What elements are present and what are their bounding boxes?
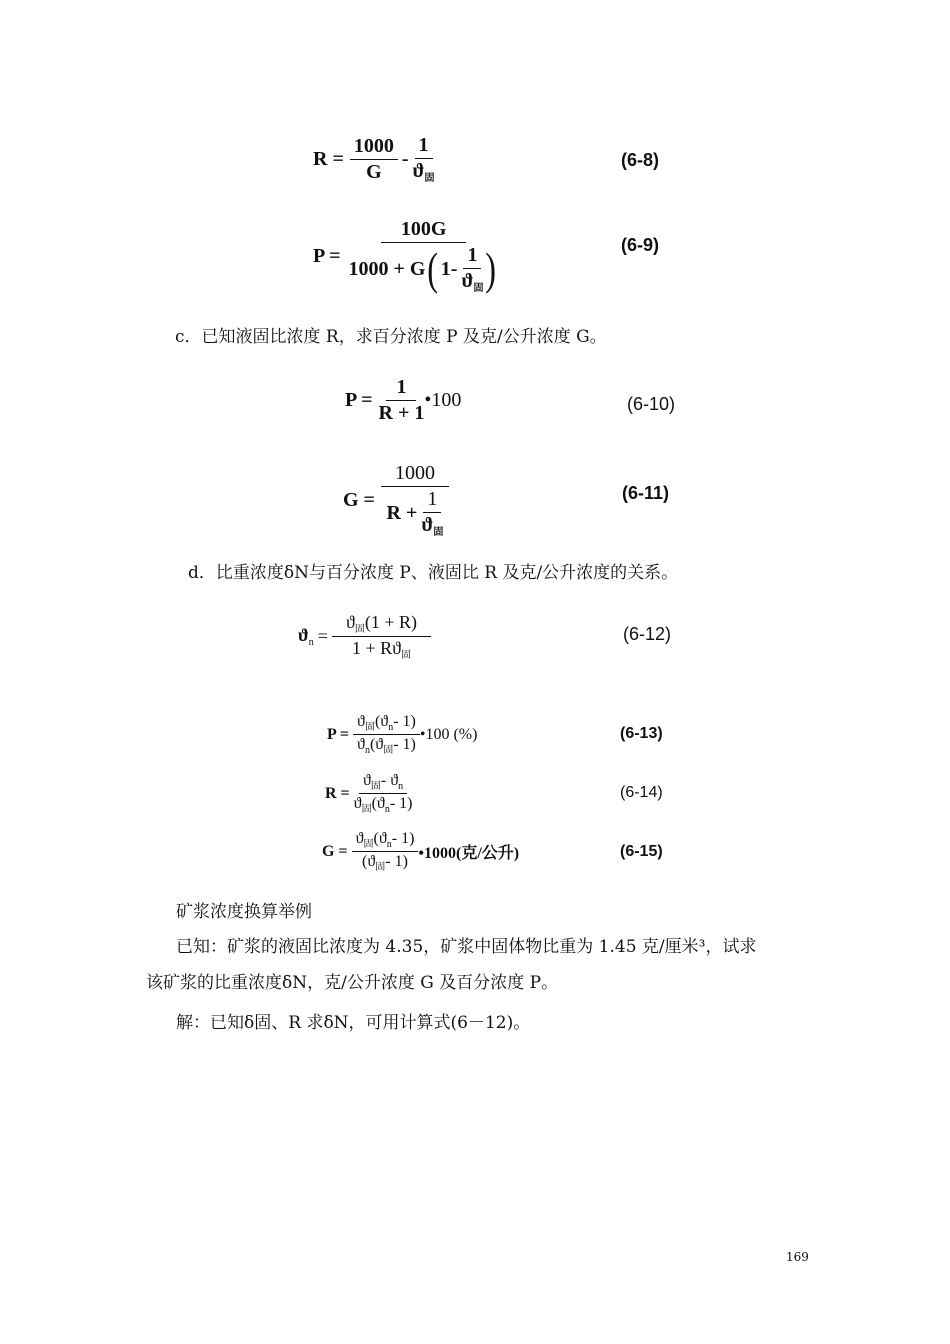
eq-6-12-number: (6-12) (623, 624, 672, 644)
paragraph-solution: 解：已知δ固、R 求δN，可用计算式(6－12)。 (176, 1013, 531, 1033)
equation-6-11: G = 1000 R + $\frac{1}{ϑ_固}$ (343, 462, 449, 538)
equation-6-12: $ϑ_n$ = $\frac{ϑ_固(1 + R)}{1 + Rϑ_固}$ (298, 612, 431, 661)
equation-6-14: R = $\frac{ϑ_固- ϑ_n}{ϑ_固(ϑ_n- 1)}$ (325, 772, 413, 815)
eq-6-8-fraction-1: $\frac{1000}{G}$ (350, 135, 398, 184)
equation-6-9: P = 100G 1000 + G ( 1- $\frac{1}{ϑ_固}$ ) (313, 218, 499, 294)
eq-6-8-fraction-2: $\frac{1}{ϑ_固}$ (412, 134, 435, 184)
text-c-line: c．已知液固比浓度 R，求百分浓度 P 及克/公升浓度 G。 (175, 327, 607, 347)
paragraph-known-line-2: 该矿浆的比重浓度δN，克/公升浓度 G 及百分浓度 P。 (146, 973, 559, 993)
eq-6-11-number: (6-11) (622, 483, 670, 503)
equation-6-13: P = $\frac{ϑ_固(ϑ_n- 1)}{ϑ_n(ϑ_固- 1)}$ •100 (%) (327, 713, 478, 756)
section-heading: 矿浆浓度换算举例 (176, 902, 312, 922)
eq-6-14-number: (6-14) (620, 784, 663, 801)
eq-6-8-lhs: R = (313, 147, 344, 170)
equation-6-15: G = $\frac{ϑ_固(ϑ_n- 1)}{(ϑ_固- 1)}$ •1000(克/公升) (322, 830, 520, 873)
eq-6-15-number: (6-15) (620, 843, 663, 860)
equation-6-8: R = $\frac{1000}{G}$ - $\frac{1}{ϑ_固}$ (313, 134, 435, 184)
eq-6-8-number: (6-8) (621, 150, 660, 170)
paragraph-known-line-1: 已知：矿浆的液固比浓度为 4.35，矿浆中固体物比重为 1.45 克/厘米³，试求 (176, 937, 757, 957)
eq-6-9-fraction: 100G 1000 + G ( 1- $\frac{1}{ϑ_固}$ ) (348, 218, 497, 294)
eq-6-13-number: (6-13) (620, 725, 663, 742)
text-d-line: d．比重浓度δN与百分浓度 P、液固比 R 及克/公升浓度的关系。 (188, 563, 679, 583)
page-number: 169 (786, 1250, 809, 1264)
eq-6-10-number: (6-10) (627, 394, 676, 414)
equation-6-10: P = $\frac{1}{R + 1}$ •100 (345, 376, 462, 424)
eq-6-9-number: (6-9) (621, 235, 660, 255)
